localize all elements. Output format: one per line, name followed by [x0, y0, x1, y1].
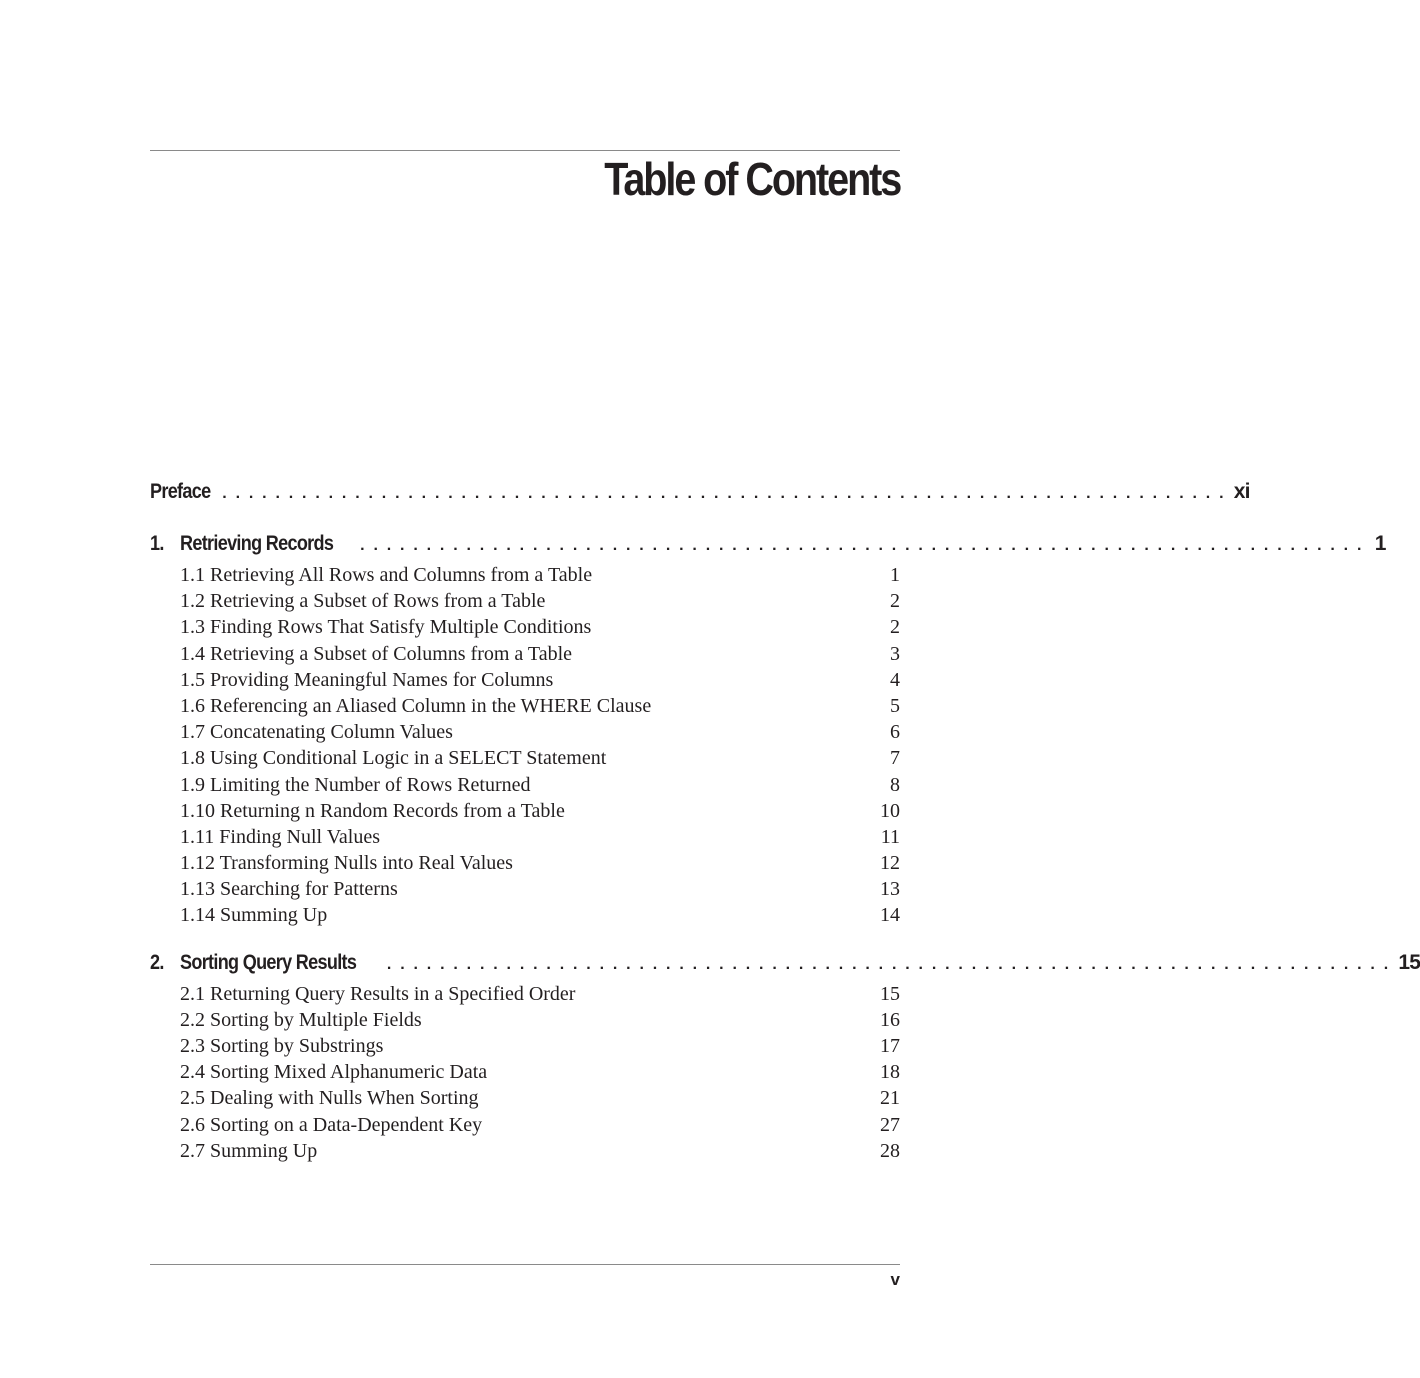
toc-section-entry[interactable] [150, 1085, 900, 1111]
dot-leader: . . . . . . . . . . . . . . . . . . . . . . . . . . . . . . . . . . . . . . . . . . . . . . . . . . . . . . . . . . . . . . . . . . . . . . . . . . . . [360, 537, 1364, 554]
section-page: 5 [890, 694, 900, 717]
toc-section-entry[interactable] [150, 562, 900, 588]
preface-page: xi [1233, 480, 1250, 503]
toc-section-entry[interactable] [150, 1138, 900, 1164]
toc-section-entry[interactable] [150, 1112, 900, 1138]
preface-label: Preface [150, 480, 211, 503]
toc-section-entry[interactable] [150, 876, 900, 902]
section-page: 16 [880, 1008, 900, 1031]
toc-section-entry[interactable] [150, 719, 900, 745]
section-page: 6 [890, 721, 900, 744]
toc-section-entry[interactable] [150, 588, 900, 614]
toc-section-entry[interactable] [150, 667, 900, 693]
section-page: 28 [880, 1139, 900, 1162]
toc-section-entry[interactable] [150, 981, 900, 1007]
section-title: 2.5 Dealing with Nulls When Sorting [180, 1087, 479, 1110]
section-page: 10 [880, 799, 900, 822]
dot-leader: . . . . . . . . . . . . . . . . . . . . . . . . . . . . . . . . . . . . . . . . . . . . . . . . . . . . . . . . . . . . . . . . . . . . . . . . . . . . [386, 955, 1391, 973]
toc-section-entry[interactable] [150, 798, 900, 824]
page-title: Table of Contents [603, 153, 900, 205]
toc-section-entry[interactable] [150, 641, 900, 667]
section-title: 2.6 Sorting on a Data-Dependent Key [180, 1113, 483, 1136]
section-title: 1.13 Searching for Patterns [180, 878, 398, 901]
section-page: 8 [890, 773, 900, 796]
chapter-number: 2. [150, 950, 164, 974]
section-title: 1.5 Providing Meaningful Names for Columns [180, 668, 554, 691]
toc-section-entry[interactable] [150, 693, 900, 719]
section-title: 1.4 Retrieving a Subset of Columns from a Table [180, 642, 573, 665]
section-page: 27 [880, 1113, 900, 1136]
toc-chapter-entry[interactable] [150, 526, 1386, 562]
section-page: 21 [880, 1087, 900, 1110]
chapter-title: Sorting Query Results [180, 950, 357, 974]
dot-leader: . . . . . . . . . . . . . . . . . . . . . . . . . . . . . . . . . . . . . . . . . . . . . . . . . . . . . . . . . . . . . . . . . . . . . . . . . . . . [222, 485, 1226, 502]
section-page: 7 [890, 747, 900, 770]
toc-chapter-entry[interactable] [150, 945, 1420, 981]
section-page: 3 [890, 642, 900, 665]
section-title: 1.2 Retrieving a Subset of Rows from a Table [180, 590, 546, 613]
section-page: 2 [890, 590, 900, 613]
toc-section-entry[interactable] [150, 1059, 900, 1085]
section-title: 2.2 Sorting by Multiple Fields [180, 1008, 422, 1031]
section-title: 1.3 Finding Rows That Satisfy Multiple Conditions [180, 616, 592, 639]
chapter-page: 1 [1374, 532, 1386, 555]
section-title: 1.10 Returning n Random Records from a Table [180, 799, 565, 822]
toc-preface-entry[interactable] [150, 474, 1250, 510]
section-page: 15 [880, 982, 900, 1005]
section-title: 1.1 Retrieving All Rows and Columns from a Table [180, 564, 593, 586]
bottom-rule [150, 1264, 900, 1265]
section-page: 11 [880, 825, 900, 848]
toc-section-entry[interactable] [150, 745, 900, 771]
section-page: 13 [880, 878, 900, 901]
toc-section-entry[interactable] [150, 1007, 900, 1033]
section-page: 1 [890, 564, 900, 586]
toc-section-entry[interactable] [150, 614, 900, 640]
toc-section-entry[interactable] [150, 1033, 900, 1059]
section-title: 1.12 Transforming Nulls into Real Values [180, 852, 513, 875]
section-page: 14 [880, 904, 900, 927]
section-title: 2.7 Summing Up [180, 1139, 318, 1162]
toc-section-entry[interactable] [150, 824, 900, 850]
section-page: 12 [880, 852, 900, 875]
section-title: 2.1 Returning Query Results in a Specified Order [180, 982, 576, 1005]
chapter-page: 15 [1398, 950, 1420, 974]
section-page: 2 [890, 616, 900, 639]
table-of-contents [150, 474, 1420, 1164]
section-page: 4 [890, 668, 900, 691]
toc-section-entry[interactable] [150, 772, 900, 798]
section-title: 1.7 Concatenating Column Values [180, 721, 453, 744]
section-page: 17 [880, 1035, 900, 1057]
toc-section-entry[interactable] [150, 850, 900, 876]
chapter-title: Retrieving Records [180, 532, 334, 555]
toc-section-entry[interactable] [150, 902, 900, 928]
section-title: 1.9 Limiting the Number of Rows Returned [180, 773, 531, 796]
section-title: 2.3 Sorting by Substrings [180, 1035, 384, 1057]
section-title: 2.4 Sorting Mixed Alphanumeric Data [180, 1061, 488, 1084]
section-title: 1.14 Summing Up [180, 904, 328, 927]
section-title: 1.6 Referencing an Aliased Column in the WHERE Clause [180, 694, 652, 717]
chapter-number: 1. [150, 532, 164, 555]
page-number: v [890, 1270, 900, 1289]
section-title: 1.8 Using Conditional Logic in a SELECT Statement [180, 747, 607, 770]
section-page: 18 [880, 1061, 900, 1084]
section-title: 1.11 Finding Null Values [180, 825, 381, 848]
